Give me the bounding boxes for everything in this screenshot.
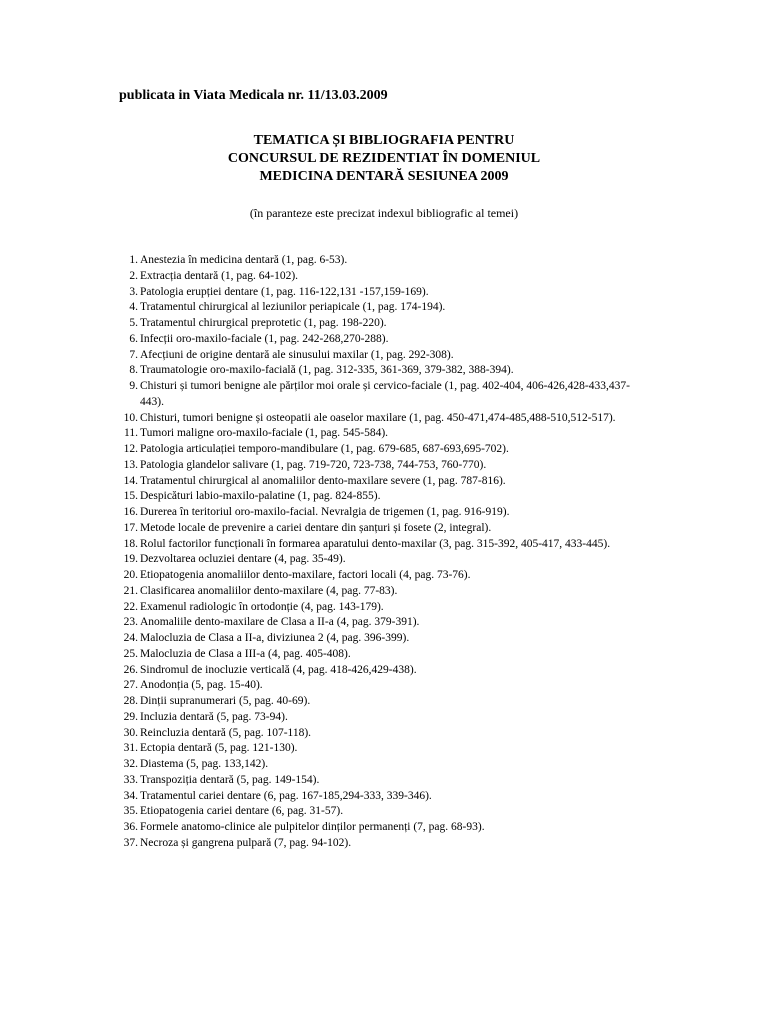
item-number: 13.	[123, 458, 138, 471]
item-text: Necroza și gangrena pulpară (7, pag. 94-102).	[140, 836, 352, 849]
title-line-1: TEMATICA ȘI BIBLIOGRAFIA PENTRU	[253, 133, 515, 148]
item-text: Dezvoltarea ocluziei dentare (4, pag. 35-49).	[140, 553, 346, 566]
list-item	[118, 332, 638, 348]
item-number: 1.	[129, 254, 138, 266]
list-item	[118, 726, 638, 742]
list-item	[118, 537, 638, 553]
list-item	[118, 552, 638, 568]
item-number: 25.	[123, 647, 138, 660]
item-text: Tratamentul chirurgical preprotetic (1, pag. 198-220).	[140, 317, 387, 329]
list-item	[118, 694, 638, 710]
list-item	[118, 411, 638, 427]
list-item	[118, 773, 638, 789]
item-text: Clasificarea anomaliilor dento-maxilare (4, pag. 77-83).	[140, 584, 398, 597]
item-text: Diastema (5, pag. 133,142).	[140, 758, 269, 770]
item-text: Chisturi, tumori benigne și osteopatii ale oaselor maxilare (1, pag. 450-471,474-485,488-510,512-517).	[140, 411, 616, 424]
title-line-2: CONCURSUL DE REZIDENTIAT ÎN DOMENIUL	[227, 151, 541, 166]
list-item	[118, 442, 638, 458]
list-item	[118, 710, 638, 726]
item-text: Transpoziția dentară (5, pag. 149-154).	[140, 773, 320, 786]
item-number: 19.	[123, 553, 138, 566]
item-number: 17.	[123, 521, 138, 534]
list-item	[118, 836, 638, 852]
item-text: Tratamentul cariei dentare (6, pag. 167-185,294-333, 339-346).	[140, 789, 432, 802]
item-text: Examenul radiologic în ortodonție (4, pag. 143-179).	[140, 600, 384, 613]
item-number: 11.	[124, 427, 138, 440]
list-item	[118, 647, 638, 663]
item-number: 36.	[123, 821, 138, 833]
item-number: 32.	[123, 758, 138, 770]
list-item	[118, 600, 638, 616]
item-number: 21.	[123, 584, 138, 597]
item-number: 14.	[123, 474, 138, 487]
item-number: 37.	[123, 836, 138, 849]
item-text: Incluzia dentară (5, pag. 73-94).	[140, 710, 288, 723]
item-text: Patologia glandelor salivare (1, pag. 719-720, 723-738, 744-753, 760-770).	[140, 458, 487, 471]
item-text: Formele anatomo-clinice ale pulpitelor dinților permanenți (7, pag. 68-93).	[140, 821, 485, 833]
list-item	[118, 489, 638, 505]
list-item	[118, 426, 638, 442]
item-number: 7.	[129, 348, 138, 361]
list-item	[118, 521, 638, 537]
document-title	[0, 132, 768, 186]
list-item	[118, 789, 638, 805]
item-text: Durerea în teritoriul oro-maxilo-facial. Nevralgia de trigemen (1, pag. 916-919).	[140, 506, 510, 518]
item-number: 29.	[123, 710, 138, 723]
item-number: 15.	[123, 490, 138, 503]
item-number: 8.	[129, 364, 138, 377]
item-number: 31.	[123, 742, 138, 755]
item-text: Anomaliile dento-maxilare de Clasa a II-a (4, pag. 379-391).	[140, 616, 420, 629]
list-item	[118, 316, 638, 332]
item-number: 18.	[123, 537, 138, 550]
list-item	[118, 584, 638, 600]
item-number: 22.	[123, 600, 138, 613]
list-item	[118, 505, 638, 521]
item-text: Anestezia în medicina dentară (1, pag. 6-53).	[140, 254, 348, 266]
item-text: Malocluzia de Clasa a II-a, diviziunea 2 (4, pag. 396-399).	[140, 632, 410, 644]
item-text: Patologia erupției dentare (1, pag. 116-122,131 -157,159-169).	[140, 285, 429, 298]
list-item	[118, 363, 638, 379]
list-item	[118, 269, 638, 285]
list-item	[118, 804, 638, 820]
item-text: Tratamentul chirurgical al anomaliilor dento-maxilare severe (1, pag. 787-816).	[140, 474, 506, 487]
item-number: 20.	[123, 569, 138, 581]
list-item	[118, 678, 638, 694]
item-number: 4.	[129, 301, 138, 314]
list-item	[118, 663, 638, 679]
topic-list	[118, 253, 638, 852]
list-item	[118, 348, 638, 364]
item-number: 30.	[123, 726, 138, 739]
list-item	[118, 631, 638, 647]
item-number: 5.	[129, 317, 138, 329]
item-text: Infecții oro-maxilo-faciale (1, pag. 242-268,270-288).	[140, 332, 389, 345]
item-number: 6.	[129, 332, 138, 345]
item-text: Patologia articulației temporo-mandibulare (1, pag. 679-685, 687-693,695-702).	[140, 443, 509, 455]
list-item	[118, 458, 638, 474]
item-number: 28.	[123, 695, 138, 707]
item-text: Malocluzia de Clasa a III-a (4, pag. 405-408).	[140, 647, 351, 660]
item-text: Tratamentul chirurgical al leziunilor periapicale (1, pag. 174-194).	[140, 301, 446, 314]
item-number: 26.	[123, 663, 138, 676]
item-text: Anodonția (5, pag. 15-40).	[140, 679, 263, 692]
item-number: 33.	[123, 773, 138, 786]
item-text: Sindromul de inocluzie verticală (4, pag. 418-426,429-438).	[140, 663, 417, 676]
list-item	[118, 568, 638, 584]
list-item	[118, 379, 638, 411]
item-text: Despicături labio-maxilo-palatine (1, pag. 824-855).	[140, 490, 381, 503]
item-number: 35.	[123, 805, 138, 818]
item-number: 34.	[123, 789, 138, 802]
item-number: 16.	[123, 506, 138, 518]
item-text: Afecțiuni de origine dentară ale sinusului maxilar (1, pag. 292-308).	[140, 348, 454, 361]
list-item	[118, 474, 638, 490]
item-text: Dinții supranumerari (5, pag. 40-69).	[140, 695, 311, 707]
list-item	[118, 285, 638, 301]
list-item	[118, 741, 638, 757]
item-number: 10.	[123, 411, 138, 424]
item-text: Reincluzia dentară (5, pag. 107-118).	[140, 726, 312, 739]
title-line-3: MEDICINA DENTARĂ SESIUNEA 2009	[259, 169, 509, 184]
list-item	[118, 820, 638, 836]
item-text: Rolul factorilor funcționali în formarea aparatului dento-maxilar (3, pag. 315-392, 405-417, 433-445).	[140, 537, 611, 550]
list-item	[118, 757, 638, 773]
bibliography-note: (în paranteze este precizat indexul bibliografic al temei)	[249, 206, 519, 220]
item-number: 2.	[129, 269, 138, 282]
item-text: Etiopatogenia cariei dentare (6, pag. 31-57).	[140, 805, 344, 818]
item-text: Traumatologie oro-maxilo-facială (1, pag. 312-335, 361-369, 379-382, 388-394).	[140, 364, 514, 377]
item-number: 9.	[129, 380, 138, 392]
list-item	[118, 253, 638, 269]
item-text: Tumori maligne oro-maxilo-faciale (1, pag. 545-584).	[140, 427, 389, 440]
item-text: Ectopia dentară (5, pag. 121-130).	[140, 742, 298, 755]
item-text: Etiopatogenia anomaliilor dento-maxilare, factori locali (4, pag. 73-76).	[140, 569, 471, 581]
item-text: Extracția dentară (1, pag. 64-102).	[140, 269, 299, 282]
item-text: Chisturi și tumori benigne ale părților moi orale și cervico-faciale (1, pag. 402-404, 406-426,428-433,437-443).	[140, 380, 630, 408]
publication-line: publicata in Viata Medicala nr. 11/13.03.2009	[119, 88, 388, 103]
item-number: 12.	[123, 443, 138, 455]
item-number: 23.	[123, 616, 138, 629]
item-number: 3.	[129, 285, 138, 298]
list-item	[118, 300, 638, 316]
item-text: Metode locale de prevenire a cariei dentare din șanțuri și fosete (2, integral).	[140, 521, 492, 534]
item-number: 24.	[123, 632, 138, 644]
list-item	[118, 615, 638, 631]
item-number: 27.	[123, 679, 138, 692]
